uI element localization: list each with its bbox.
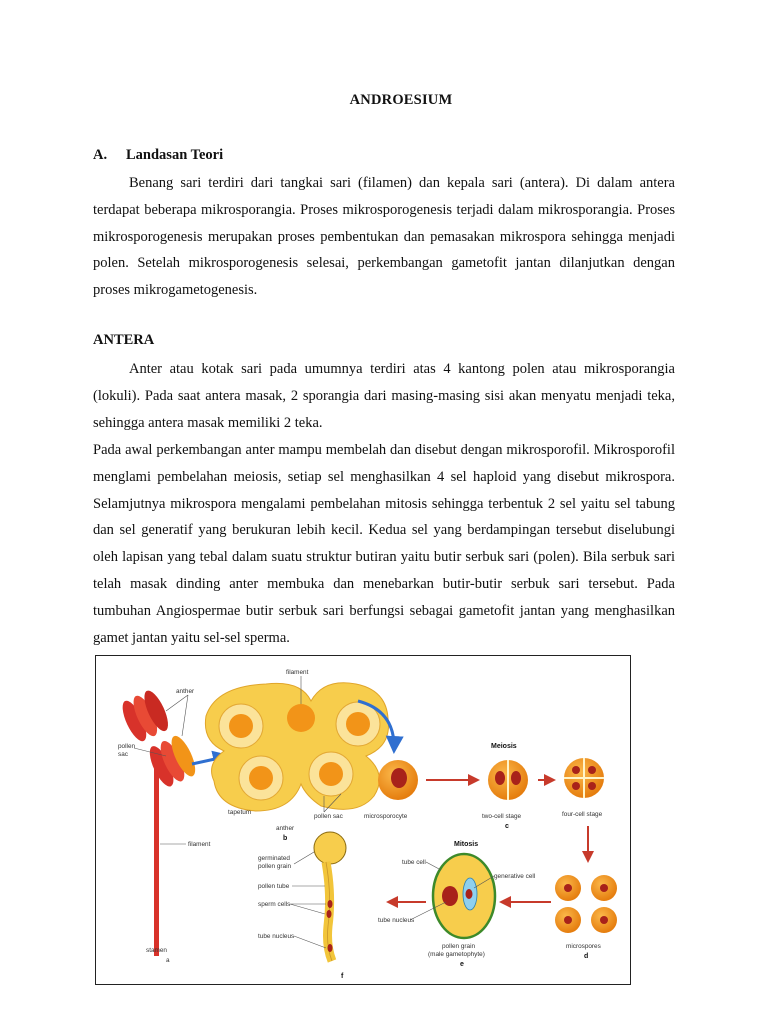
label-e-letter: e <box>460 961 464 968</box>
label-filament-top: filament <box>286 669 309 676</box>
section-a-heading <box>93 147 223 164</box>
label-pollen-tube: pollen tube <box>258 883 290 890</box>
section-a-number: A. <box>93 147 108 163</box>
label-tube-nucleus-f: tube nucleus <box>258 933 295 940</box>
label-two-cell-letter: c <box>505 823 509 830</box>
label-microsporocyte: microsporocyte <box>364 813 408 820</box>
label-male-gametophyte: (male gametophyte) <box>428 951 485 958</box>
label-f-letter: f <box>341 973 344 980</box>
section-a-heading-text: Landasan Teori <box>126 147 224 163</box>
label-tube-nucleus-e: tube nucleus <box>378 917 415 924</box>
label-d-letter: d <box>584 953 589 960</box>
label-pollen-1: pollen <box>118 743 136 750</box>
label-filament-left: filament <box>188 841 211 848</box>
section-a-paragraph-text: Benang sari terdiri dari tangkai sari (filamen) dan kepala sari (antera). Di dalam antera terdapat beberapa mikrosporangia. Proses mikrosporogenesis terjadi dalam mikrosporangia. Proses mikrosporogenesis merupakan proses pembentukan dan pemasakan mikrospora sehingga menjadi polen. Setelah mikrosporogenesis selesai, perkembangan gametofit jantan dilanjutkan dengan proses mikrogametogenesis. <box>93 175 675 299</box>
label-stamen-letter: a <box>166 957 170 964</box>
document-title: ANDROESIUM <box>349 92 453 108</box>
label-anther-center: anther <box>276 825 295 832</box>
label-generative-cell: generative cell <box>494 873 536 880</box>
meiosis-stage <box>378 758 604 800</box>
label-anther-top: anther <box>176 688 195 695</box>
label-sperm-cells: sperm cells <box>258 901 291 908</box>
label-tube-cell: tube cell <box>402 859 426 866</box>
figure-illustration <box>96 656 630 984</box>
antera-paragraph-1-text: Anter atau kotak sari pada umumnya terdiri atas 4 kantong polen atau mikrosporangia (lokuli). Pada saat antera masak, 2 sporangia dari masing-masing sisi akan menyatu menjadi teka, sehingga antera masak memiliki 2 teka. <box>93 361 675 431</box>
androecium-figure <box>95 655 631 985</box>
antera-heading: ANTERA <box>93 332 155 348</box>
label-two-cell: two-cell stage <box>482 813 522 820</box>
label-germinated-1: germinated <box>258 855 290 862</box>
section-a-paragraph <box>93 170 675 304</box>
antera-paragraph-1 <box>93 356 675 436</box>
label-stamen: stamen <box>146 947 167 954</box>
germinated-pollen-stage <box>314 832 346 961</box>
label-pollen-grain: pollen grain <box>442 943 476 950</box>
label-pollen-sac: pollen sac <box>314 813 343 820</box>
label-germinated-2: pollen grain <box>258 863 292 870</box>
label-pollen-2: sac <box>118 751 128 758</box>
label-tapetum: tapetum <box>228 809 252 816</box>
label-four-cell: four-cell stage <box>562 811 603 818</box>
label-mitosis: Mitosis <box>454 841 479 848</box>
antera-paragraph-2: Pada awal perkembangan anter mampu membelah dan disebut dengan mikrosporofil. Mikrosporofil menglami pembelahan meiosis, setiap sel menghasilkan 4 sel haploid yang disebut mikrospora. Selamjutnya mikrospora mengalami pembelahan mitosis sehingga terbentuk 2 sel yaitu sel tabung dan sel generatif yang berukuran lebih kecil. Kedua sel yang berdampingan tersebut diselubungi oleh lapisan yang tebal dalam suatu struktur butiran yaitu butir serbuk sari (polen). Bila serbuk sari telah masak dinding anter membuka dan menebarkan butir-butir serbuk sari tersebut. Pada tumbuhan Angiospermae butir serbuk sari berfungsi sebagai gametofit jantan yang menghasilkan gamet jantan yaitu sel-sel sperma. <box>93 442 675 646</box>
stamen-illustration <box>118 688 200 956</box>
label-microspores: microspores <box>566 943 601 950</box>
stamen-filament-shape <box>154 766 159 956</box>
pollen-grain-stage <box>433 854 495 938</box>
label-anther-letter: b <box>283 835 288 842</box>
label-meiosis: Meiosis <box>491 743 517 750</box>
microspores-stage <box>555 875 617 933</box>
anther-shape <box>118 688 173 745</box>
